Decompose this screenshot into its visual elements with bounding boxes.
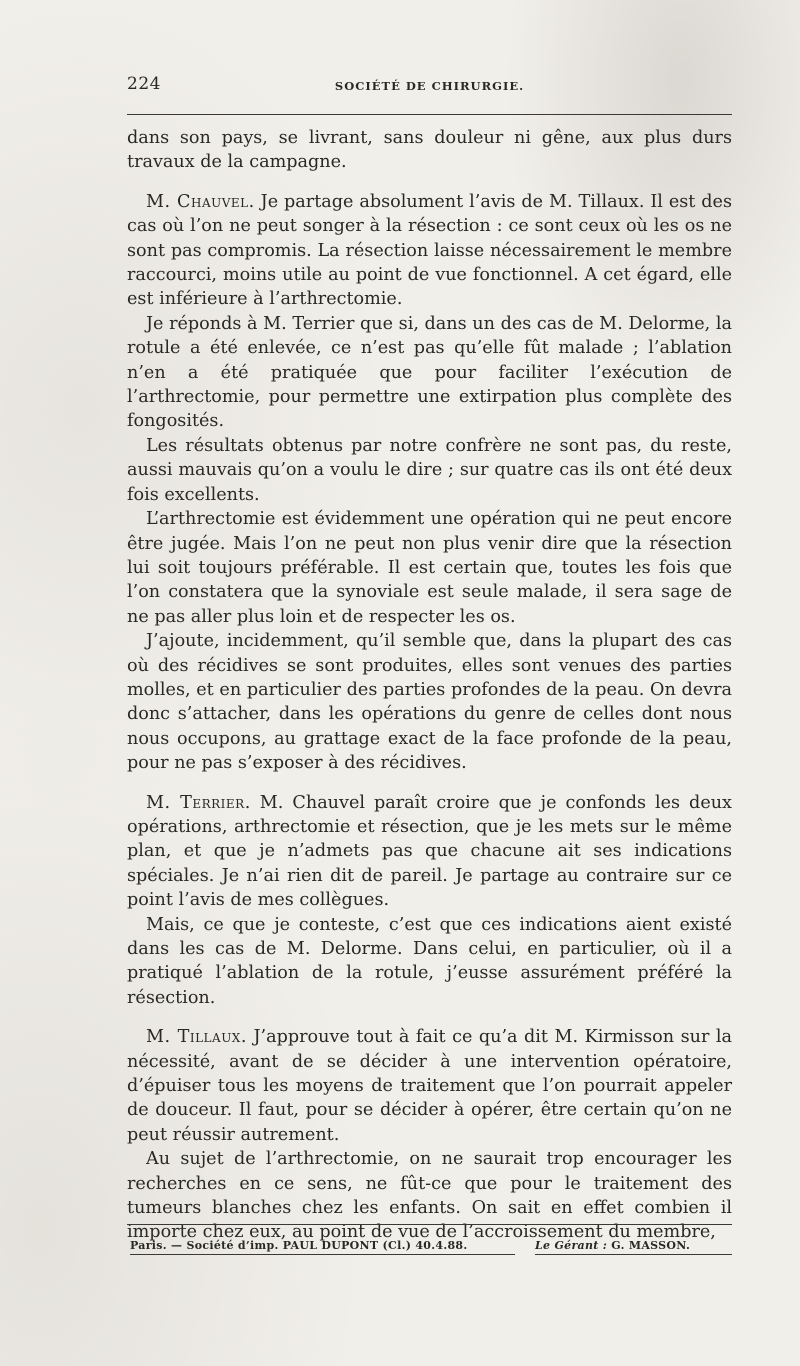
paragraph-text: Je partage absolument l’avis de M. Tillaux. Il est des cas où l’on ne peut songer à la résection : ce sont ceux où les os ne sont pas compromis. La résection laisse nécessairement le membre raccourci, moins utile au point de vue fonctionnel. A cet égard, elle est inférieure à l’arthrectomie. (127, 191, 732, 310)
manager-credit (535, 1239, 732, 1255)
printer-imprint: Paris. — Société d’imp. PAUL DUPONT (Cl.) 40.4.88. (130, 1239, 515, 1255)
page-footer (127, 1236, 732, 1256)
paragraph (127, 434, 732, 507)
page-number: 224 (127, 74, 161, 94)
paragraph (127, 126, 732, 175)
paragraph (127, 312, 732, 434)
paragraph (127, 1025, 732, 1147)
header-rule (127, 114, 732, 115)
paragraph-text: Je réponds à M. Terrier que si, dans un des cas de M. Delorme, la rotule a été enlevée, ce n’est pas qu’elle fût malade ; l’ablation n’en a été pratiquée que pour faciliter l’exécution de l’arthrectomie, pour permettre une extirpation plus complète des fongosités. (127, 313, 732, 432)
footer-rule (127, 1224, 732, 1225)
paragraph (127, 913, 732, 1011)
page-header (127, 74, 732, 100)
paragraph (127, 629, 732, 775)
paragraph-text: J’ajoute, incidemment, qu’il semble que, dans la plupart des cas où des récidives se sont produites, elles sont venues des parties molles, et en particulier des parties profondes de la peau. On devra donc s’attacher, dans les opérations du genre de celles dont nous nous occupons, au grattage exact de la face profonde de la peau, pour ne pas s’exposer à des récidives. (127, 631, 732, 774)
speaker-name: M. Tillaux. (146, 1027, 247, 1048)
paragraph (127, 507, 732, 629)
paragraph-text: Au sujet de l’arthrectomie, on ne saurait trop encourager les recherches en ce sens, ne fût-ce que pour le traitement des tumeurs blanches chez les enfants. On sait en effet combien il importe chez eux, au point de vue de l’accroissement du membre, (127, 1149, 732, 1243)
paragraph-text: Les résultats obtenus par notre confrère ne sont pas, du reste, aussi mauvais qu’on a voulu le dire ; sur quatre cas ils ont été deux fois excellents. (127, 435, 732, 505)
paragraph (127, 791, 732, 913)
manager-label: Le Gérant : (535, 1239, 608, 1252)
paragraph-text: dans son pays, se livrant, sans douleur ni gêne, aux plus durs travaux de la campagne. (127, 128, 732, 173)
speaker-name: M. Terrier. (146, 792, 251, 813)
running-title: SOCIÉTÉ DE CHIRURGIE. (334, 79, 525, 93)
paragraph (127, 190, 732, 312)
paragraph-text: J’approuve tout à fait ce qu’a dit M. Kirmisson sur la nécessité, avant de se décider à une intervention opératoire, d’épuiser tous les moyens de traitement que l’on pourrait appeler de douceur. Il faut, pour se décider à opérer, être certain qu’on ne peut réussir autrement. (127, 1027, 733, 1145)
body-text (127, 126, 732, 1245)
paragraph (127, 1147, 732, 1245)
paragraph-text: L’arthrectomie est évidemment une opération qui ne peut encore être jugée. Mais l’on ne peut non plus venir dire que la résection lui soit toujours préférable. Il est certain que, toutes les fois que l’on constatera que la synoviale est seule malade, il sera sage de ne pas aller plus loin et de respecter les os. (127, 509, 732, 627)
paragraph-text: M. Chauvel paraît croire que je confonds les deux opérations, arthrectomie et résection, que je les mets sur le même plan, et que je n’admets pas que chacune ait ses indications spéciales. Je n’ai rien dit de pareil. Je partage au contraire sur ce point l’avis de mes collègues. (127, 792, 732, 911)
speaker-name: M. Chauvel. (146, 191, 255, 212)
paragraph-text: Mais, ce que je conteste, c’est que ces indications aient existé dans les cas de M. Delorme. Dans celui, en particulier, où il a pratiqué l’ablation de la rotule, j’eusse assurément préféré la résection. (127, 914, 732, 1008)
manager-name: G. MASSON. (611, 1239, 691, 1252)
